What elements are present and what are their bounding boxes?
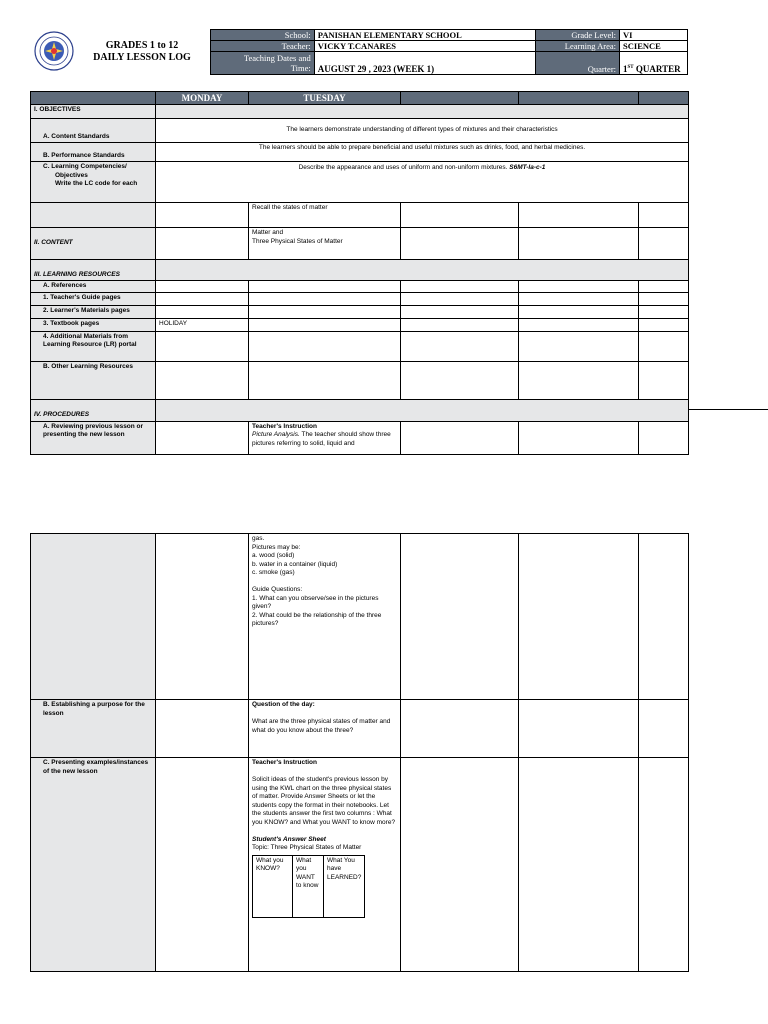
day-header-row <box>31 92 689 105</box>
purpose-label: B. Establishing a purpose for the lesson <box>31 700 156 758</box>
wed-cell <box>401 203 519 228</box>
school-label: School: <box>211 30 315 41</box>
tuesday-cell <box>249 331 401 361</box>
picture-c: c. smoke (gas) <box>252 569 295 576</box>
wed-cell <box>401 421 519 454</box>
thu-cell <box>519 421 639 454</box>
competencies-text <box>156 162 689 203</box>
question-of-day-text: What are the three physical states of matter and what do you know about the three? <box>252 718 391 734</box>
fri-cell <box>639 318 689 331</box>
area-label: Learning Area: <box>536 41 620 52</box>
fri-cell <box>639 281 689 293</box>
thu-cell <box>519 305 639 318</box>
recall-text: Recall the states of matter <box>249 203 401 228</box>
fri-cell <box>639 758 689 972</box>
picture-b: b. water in a container (liquid) <box>252 560 338 568</box>
day-monday: MONDAY <box>156 92 249 105</box>
review-cont-label <box>31 534 156 700</box>
additional-materials-label: 4. Additional Materials from Learning Resource (LR) portal <box>31 331 156 361</box>
wed-cell <box>401 758 519 972</box>
wed-cell <box>401 331 519 361</box>
fri-cell <box>639 421 689 454</box>
competency-code: S6MT-Ia-c-1 <box>509 164 546 171</box>
grade-value: VI <box>620 30 688 41</box>
dates-label-line1: Teaching Dates and <box>243 53 311 63</box>
pictures-may-be: Pictures may be: <box>252 543 301 551</box>
review-heading: Teacher's Instruction <box>252 422 317 430</box>
wed-cell <box>401 534 519 700</box>
wed-cell <box>401 361 519 399</box>
kwl-want: What you WANT to know <box>293 855 324 917</box>
thu-cell <box>519 292 639 305</box>
answer-sheet-topic: Topic: Three Physical States of Matter <box>252 844 362 851</box>
monday-cell <box>156 331 249 361</box>
tuesday-cell <box>249 305 401 318</box>
content-standards-text: The learners demonstrate understanding of different types of mixtures and their characteristics <box>156 119 689 143</box>
thu-cell <box>519 758 639 972</box>
thu-cell <box>519 228 639 260</box>
competencies-label <box>31 162 156 203</box>
content-line-2: Three Physical States of Matter <box>252 237 343 245</box>
performance-standards-text: The learners should be able to prepare beneficial and useful mixtures such as drinks, food, and herbal medicines. <box>156 143 689 162</box>
monday-cell <box>156 421 249 454</box>
question-1: 1. What can you observe/see in the pictures given? <box>252 594 379 610</box>
thu-cell <box>519 361 639 399</box>
monday-cell <box>156 281 249 293</box>
title-line-2: DAILY LESSON LOG <box>93 52 191 63</box>
content-line-1: Matter and <box>252 229 284 236</box>
review-body <box>252 431 397 448</box>
teachers-guide-label: 1. Teacher's Guide pages <box>31 292 156 305</box>
tuesday-cell <box>249 318 401 331</box>
monday-cell <box>156 361 249 399</box>
holiday-text: HOLIDAY <box>156 318 249 331</box>
blank-label <box>31 203 156 228</box>
wed-cell <box>401 292 519 305</box>
other-resources-label: B. Other Learning Resources <box>31 361 156 399</box>
fri-cell <box>639 331 689 361</box>
performance-standards-label: B. Performance Standards <box>31 143 156 162</box>
grade-label: Grade Level: <box>536 30 620 41</box>
kwl-know: What you KNOW? <box>253 855 293 917</box>
fri-cell <box>639 292 689 305</box>
resources-label: III. LEARNING RESOURCES <box>31 260 156 281</box>
objectives-label: I. OBJECTIVES <box>31 105 156 119</box>
review-body-text: The teacher should show three pictures referring to solid, liquid and <box>252 431 391 447</box>
review-emphasis: Picture Analysis. <box>252 431 300 438</box>
monday-cell <box>156 228 249 260</box>
guide-questions: Guide Questions: <box>252 586 303 593</box>
quarter-label: Quarter: <box>536 52 620 75</box>
school-value: PANISHAN ELEMENTARY SCHOOL <box>314 30 535 41</box>
monday-cell <box>156 534 249 700</box>
wed-cell <box>401 228 519 260</box>
presenting-heading: Teacher's Instruction <box>252 759 317 766</box>
question-of-day: Question of the day: <box>252 701 315 708</box>
fri-cell <box>639 534 689 700</box>
thu-cell <box>519 700 639 758</box>
dates-label <box>211 52 315 75</box>
dates-label-line2: Time: <box>290 63 311 73</box>
competencies-label-3: Write the LC code for each <box>55 180 138 187</box>
thu-cell <box>519 318 639 331</box>
procedures-span <box>156 399 689 421</box>
kwl-learned: What You have LEARNED? <box>324 855 365 917</box>
thu-cell <box>519 331 639 361</box>
lesson-log-table-page2 <box>30 533 689 972</box>
wed-cell <box>401 318 519 331</box>
monday-cell <box>156 203 249 228</box>
references-label: A. References <box>31 281 156 293</box>
content-label: II. CONTENT <box>31 228 156 260</box>
day-wednesday <box>401 92 519 105</box>
textbook-label: 3. Textbook pages <box>31 318 156 331</box>
day-friday <box>639 92 689 105</box>
quarter-number: 1 <box>623 64 628 74</box>
resources-span <box>156 260 689 281</box>
header-info-table <box>210 29 688 75</box>
procedures-rule-extension <box>688 409 768 410</box>
question-2: 2. What could be the relationship of the three pictures? <box>252 611 382 627</box>
content-text <box>249 228 401 260</box>
learners-materials-label: 2. Learner's Materials pages <box>31 305 156 318</box>
document-title <box>72 40 212 64</box>
presenting-label: C. Presenting examples/instances of the new lesson <box>31 758 156 972</box>
quarter-word: QUARTER <box>633 64 681 74</box>
presenting-body: Solicit ideas of the student's previous lesson by using the KWL chart on the three physical states of matter. Provide Answer Sheets or let the students copy the format in their notebooks. Let the students answer the first two columns : What you KNOW? and What you WANT to know more? <box>252 776 396 826</box>
teacher-value: VICKY T.CANARES <box>314 41 535 52</box>
fri-cell <box>639 228 689 260</box>
content-standards-label: A. Content Standards <box>31 119 156 143</box>
dates-value: AUGUST 29 , 2023 (WEEK 1) <box>314 52 535 75</box>
cont-gas: gas. <box>252 535 265 542</box>
procedures-label: IV. PROCEDURES <box>31 399 156 421</box>
kwl-chart <box>252 855 365 918</box>
fri-cell <box>639 361 689 399</box>
thu-cell <box>519 534 639 700</box>
review-label: A. Reviewing previous lesson or presenting the new lesson <box>31 421 156 454</box>
monday-cell <box>156 305 249 318</box>
monday-cell <box>156 292 249 305</box>
tuesday-cell <box>249 281 401 293</box>
day-thursday <box>519 92 639 105</box>
review-continued <box>249 534 401 700</box>
lesson-log-table-page1 <box>30 91 689 455</box>
wed-cell <box>401 305 519 318</box>
corner-cell <box>31 92 156 105</box>
tuesday-cell <box>249 292 401 305</box>
picture-a: a. wood (solid) <box>252 552 295 559</box>
purpose-text <box>249 700 401 758</box>
thu-cell <box>519 281 639 293</box>
presenting-text <box>249 758 401 972</box>
objectives-span <box>156 105 689 119</box>
tuesday-cell <box>249 361 401 399</box>
monday-cell <box>156 758 249 972</box>
fri-cell <box>639 203 689 228</box>
fri-cell <box>639 305 689 318</box>
quarter-value <box>620 52 688 75</box>
competencies-label-1: C. Learning Competencies/ <box>43 163 127 170</box>
quarter-sup: ST <box>627 65 634 70</box>
competency-description: Describe the appearance and uses of uniform and non-uniform mixtures. <box>298 164 508 171</box>
title-line-1: GRADES 1 to 12 <box>105 40 179 51</box>
answer-sheet-title: Student's Answer Sheet <box>252 835 326 843</box>
thu-cell <box>519 203 639 228</box>
monday-cell <box>156 700 249 758</box>
wed-cell <box>401 281 519 293</box>
competencies-label-2: Objectives <box>55 171 88 179</box>
fri-cell <box>639 700 689 758</box>
wed-cell <box>401 700 519 758</box>
area-value: SCIENCE <box>620 41 688 52</box>
day-tuesday: TUESDAY <box>249 92 401 105</box>
teacher-label: Teacher: <box>211 41 315 52</box>
deped-seal-icon <box>34 31 74 71</box>
review-text <box>249 421 401 454</box>
